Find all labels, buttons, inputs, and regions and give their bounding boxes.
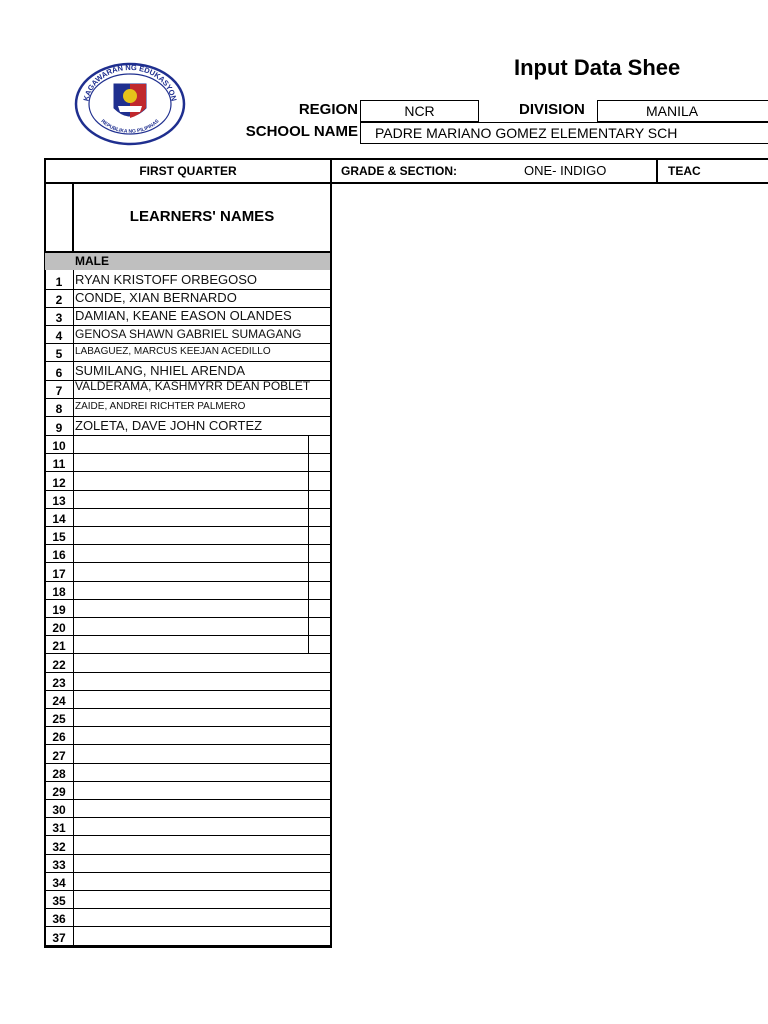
- learner-name-cell[interactable]: CONDE, XIAN BERNARDO: [75, 290, 237, 305]
- name-column-border: [73, 908, 74, 926]
- extra-column-border: [308, 453, 309, 471]
- name-column-border: [73, 854, 74, 872]
- seal-text-top: KAGAWARAN NG EDUKASYON: [81, 62, 179, 102]
- quarter-label: FIRST QUARTER: [139, 164, 237, 178]
- extra-column-border: [308, 635, 309, 653]
- extra-column-border: [308, 599, 309, 617]
- learner-name-cell[interactable]: LABAGUEZ, MARCUS KEEJAN ACEDILLO: [75, 346, 271, 357]
- extra-column-border: [308, 562, 309, 581]
- learner-name-cell[interactable]: [75, 909, 330, 926]
- row-number: 36: [52, 912, 66, 926]
- learner-name-cell[interactable]: DAMIAN, KEANE EASON OLANDES: [75, 308, 292, 323]
- row-number: 5: [55, 347, 63, 361]
- extra-column-border: [308, 544, 309, 562]
- name-column-border: [73, 398, 74, 416]
- extra-column-border: [308, 508, 309, 526]
- learner-name-cell[interactable]: [75, 654, 330, 672]
- name-column-border: [73, 599, 74, 617]
- header-divider: [656, 158, 658, 184]
- learner-name-cell[interactable]: [75, 873, 330, 890]
- name-column-border: [73, 581, 74, 599]
- learner-name-cell[interactable]: [75, 509, 308, 526]
- name-column-border: [73, 890, 74, 908]
- name-column-border: [73, 799, 74, 817]
- row-number: 14: [52, 512, 66, 526]
- row-number: 20: [52, 621, 66, 635]
- learner-name-cell[interactable]: [75, 600, 308, 617]
- row-number: 21: [52, 639, 66, 653]
- region-label: REGION: [298, 101, 358, 118]
- row-number: 25: [52, 712, 66, 726]
- learner-name-cell[interactable]: [75, 618, 308, 635]
- learner-name-cell[interactable]: [75, 636, 308, 653]
- learner-name-cell[interactable]: [75, 818, 330, 835]
- name-column-border: [73, 835, 74, 854]
- row-number: 2: [55, 293, 63, 307]
- male-section-label: MALE: [75, 254, 109, 268]
- row-number: 22: [52, 657, 66, 672]
- grade-section-value[interactable]: ONE- INDIGO: [524, 163, 607, 178]
- name-column-border: [73, 490, 74, 508]
- row-number: 12: [52, 475, 66, 490]
- name-column-border: [73, 343, 74, 361]
- school-name-field[interactable]: PADRE MARIANO GOMEZ ELEMENTARY SCH: [360, 122, 768, 144]
- learner-name-cell[interactable]: [75, 727, 330, 744]
- learner-name-cell[interactable]: [75, 582, 308, 599]
- row-number: 35: [52, 894, 66, 908]
- learner-name-cell[interactable]: [75, 764, 330, 781]
- row-number: 30: [52, 803, 66, 817]
- name-column-border: [73, 726, 74, 744]
- name-column-border: [73, 325, 74, 343]
- name-column-border: [73, 672, 74, 690]
- row-number: 29: [52, 785, 66, 799]
- names-column-right-border: [330, 158, 332, 948]
- learner-name-cell[interactable]: [75, 673, 330, 690]
- table-bottom-border: [44, 946, 332, 948]
- extra-column-border: [308, 581, 309, 599]
- extra-column-border: [308, 435, 309, 453]
- name-column-border: [73, 307, 74, 325]
- row-number: 18: [52, 585, 66, 599]
- row-number: 13: [52, 494, 66, 508]
- learner-name-cell[interactable]: [75, 436, 308, 453]
- row-number: 17: [52, 566, 66, 581]
- row-number: 34: [52, 876, 66, 890]
- learner-name-cell[interactable]: [75, 491, 308, 508]
- row-number: 27: [52, 748, 66, 763]
- learner-name-cell[interactable]: [75, 691, 330, 708]
- row-number: 4: [55, 329, 63, 343]
- page-title: Input Data Shee: [514, 55, 681, 80]
- row-number: 8: [55, 402, 63, 416]
- name-column-border: [73, 544, 74, 562]
- name-column-border: [73, 289, 74, 307]
- division-field[interactable]: MANILA: [597, 100, 768, 122]
- school-name-label: SCHOOL NAME: [245, 123, 358, 140]
- name-column-border: [73, 453, 74, 471]
- learner-name-cell[interactable]: ZAIDE, ANDREI RICHTER PALMERO: [75, 401, 246, 412]
- row-number: 7: [55, 384, 63, 398]
- row-number: 28: [52, 767, 66, 781]
- learner-name-cell[interactable]: SUMILANG, NHIEL ARENDA: [75, 363, 246, 378]
- extra-column-border: [308, 526, 309, 544]
- learner-name-cell[interactable]: [75, 782, 330, 799]
- learner-name-cell[interactable]: VALDERAMA, KASHMYRR DEAN POBLET: [75, 381, 311, 393]
- row-number: 31: [52, 821, 66, 835]
- name-column-border: [73, 744, 74, 763]
- region-field[interactable]: NCR: [360, 100, 479, 122]
- row-number: 6: [55, 365, 63, 380]
- row-number: 24: [52, 694, 66, 708]
- learner-name-cell[interactable]: [75, 527, 308, 544]
- name-column-border: [73, 872, 74, 890]
- learner-name-cell[interactable]: [75, 454, 308, 471]
- learner-name-cell[interactable]: RYAN KRISTOFF ORBEGOSO: [75, 272, 258, 287]
- row-number: 16: [52, 548, 66, 562]
- learner-name-cell[interactable]: [75, 709, 330, 726]
- name-column-border: [73, 508, 74, 526]
- name-column-border: [73, 817, 74, 835]
- learner-name-cell[interactable]: [75, 891, 330, 908]
- row-number: 33: [52, 858, 66, 872]
- name-column-border: [73, 471, 74, 490]
- name-column-border: [73, 435, 74, 453]
- name-column-border: [73, 708, 74, 726]
- row-number: 19: [52, 603, 66, 617]
- row-number: 23: [52, 676, 66, 690]
- name-column-border: [73, 270, 74, 289]
- learner-name-cell[interactable]: [75, 855, 330, 872]
- row-number: 37: [52, 930, 66, 945]
- deped-seal-logo: [74, 62, 186, 146]
- name-column-border: [73, 562, 74, 581]
- name-column-border: [73, 690, 74, 708]
- name-column-border: [73, 763, 74, 781]
- row-number: 10: [52, 439, 66, 453]
- name-column-border: [73, 926, 74, 945]
- row-number: 11: [52, 457, 66, 471]
- seal-text-bottom: REPUBLIKA NG PILIPINAS: [99, 118, 161, 135]
- extra-column-border: [308, 617, 309, 635]
- teacher-label: TEAC: [668, 164, 701, 178]
- learner-name-cell[interactable]: [75, 563, 308, 581]
- row-number: 3: [55, 311, 63, 325]
- name-column-border: [73, 653, 74, 672]
- division-label: DIVISION: [519, 101, 585, 118]
- male-bar-top-border: [44, 251, 332, 253]
- learner-name-cell[interactable]: [75, 927, 330, 945]
- row-number: 1: [55, 274, 63, 289]
- row-number: 32: [52, 839, 66, 854]
- row-number: 15: [52, 530, 66, 544]
- learner-name-cell[interactable]: ZOLETA, DAVE JOHN CORTEZ: [75, 418, 263, 433]
- name-column-border: [73, 617, 74, 635]
- extra-column-border: [308, 471, 309, 490]
- learner-name-cell[interactable]: [75, 800, 330, 817]
- learner-name-cell[interactable]: GENOSA SHAWN GABRIEL SUMAGANG: [75, 327, 302, 341]
- learner-name-cell[interactable]: [75, 472, 308, 490]
- name-column-border: [73, 781, 74, 799]
- row-number: 26: [52, 730, 66, 744]
- name-column-border: [73, 635, 74, 653]
- extra-column-border: [308, 490, 309, 508]
- learner-name-cell[interactable]: [75, 745, 330, 763]
- learner-name-cell[interactable]: [75, 836, 330, 854]
- name-column-border: [73, 380, 74, 398]
- grade-section-label: GRADE & SECTION:: [341, 164, 458, 178]
- learner-name-cell[interactable]: [75, 545, 308, 562]
- row-number: 9: [55, 420, 63, 435]
- name-column-border: [73, 526, 74, 544]
- name-column-border: [73, 361, 74, 380]
- name-column-border: [73, 416, 74, 435]
- learners-names-header: LEARNERS' NAMES: [129, 208, 275, 225]
